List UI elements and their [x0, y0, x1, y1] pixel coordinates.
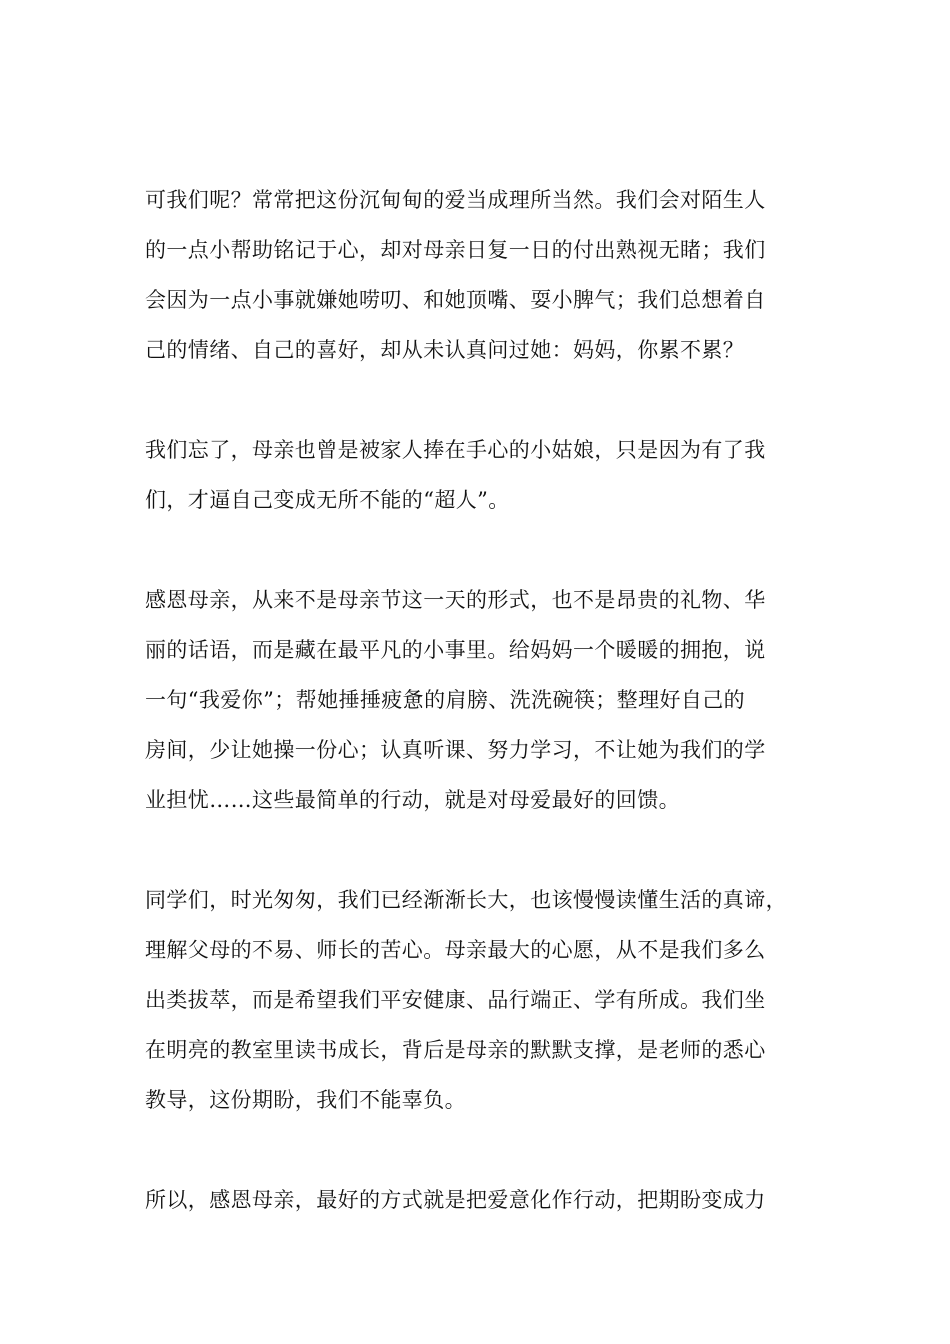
paragraph-3 — [145, 575, 825, 825]
text-line: 同学们，时光匆匆，我们已经渐渐长大，也该慢慢读懂生活的真谛， — [145, 888, 787, 912]
text-line: 会因为一点小事就嫌她唠叨、和她顶嘴、耍小脾气；我们总想着自 — [145, 288, 766, 312]
text-line: 业担忧……这些最简单的行动，就是对母爱最好的回馈。 — [145, 788, 680, 812]
text-line: 理解父母的不易、师长的苦心。母亲最大的心愿，从不是我们多么 — [145, 938, 766, 962]
paragraph-4 — [145, 875, 825, 1125]
text-line: 丽的话语，而是藏在最平凡的小事里。给妈妈一个暖暖的拥抱，说 — [145, 638, 766, 662]
text-line: 所以，感恩母亲，最好的方式就是把爱意化作行动，把期盼变成力 — [145, 1188, 766, 1212]
text-line: 我们忘了，母亲也曾是被家人捧在手心的小姑娘，只是因为有了我 — [145, 438, 766, 462]
text-line: 们，才逼自己变成无所不能的“超人”。 — [145, 488, 510, 512]
text-line: 可我们呢？常常把这份沉甸甸的爱当成理所当然。我们会对陌生人 — [145, 188, 766, 212]
text-line: 的一点小帮助铭记于心，却对母亲日复一日的付出熟视无睹；我们 — [145, 238, 766, 262]
paragraph-2 — [145, 425, 825, 525]
text-line: 教导，这份期盼，我们不能辜负。 — [145, 1088, 466, 1112]
document-body — [145, 175, 825, 1275]
text-line: 感恩母亲，从来不是母亲节这一天的形式，也不是昂贵的礼物、华 — [145, 588, 766, 612]
text-line: 在明亮的教室里读书成长，背后是母亲的默默支撑，是老师的悉心 — [145, 1038, 766, 1062]
paragraph-1 — [145, 175, 825, 375]
text-line: 出类拔萃，而是希望我们平安健康、品行端正、学有所成。我们坐 — [145, 988, 766, 1012]
text-line: 房间，少让她操一份心；认真听课、努力学习，不让她为我们的学 — [145, 738, 766, 762]
text-line: 一句“我爱你”；帮她捶捶疲惫的肩膀、洗洗碗筷；整理好自己的 — [145, 688, 746, 712]
paragraph-5 — [145, 1175, 825, 1225]
text-line: 己的情绪、自己的喜好，却从未认真问过她：妈妈，你累不累？ — [145, 338, 745, 362]
